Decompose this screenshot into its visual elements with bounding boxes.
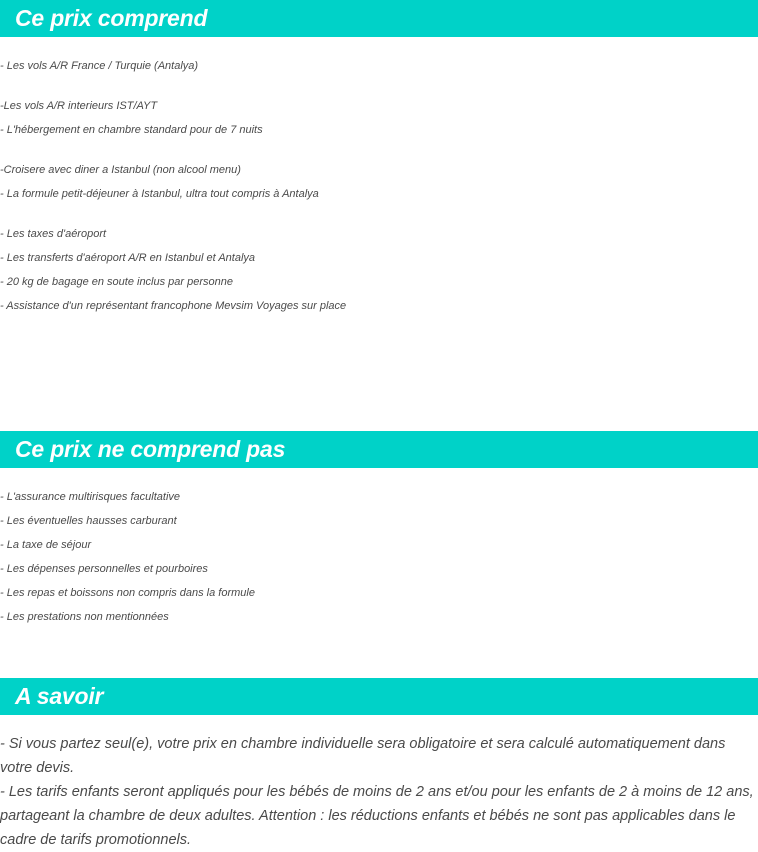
includes-item: - 20 kg de bagage en soute inclus par personne [0, 276, 233, 288]
includes-item: - Les transferts d'aéroport A/R en Istanbul et Antalya [0, 252, 256, 264]
excludes-item: - Les prestations non mentionnées [0, 611, 169, 623]
includes-item: -Croisere avec diner a Istanbul (non alcool menu) [0, 164, 241, 176]
includes-item: - Assistance d'un représentant francophone Mevsim Voyages sur place [0, 300, 347, 312]
excludes-item: - L'assurance multirisques facultative [0, 491, 181, 503]
savoir-paragraph: - Si vous partez seul(e), votre prix en chambre individuelle sera obligatoire et sera calculé automatiquement dans votre devis. [0, 736, 726, 776]
includes-section-title: Ce prix comprend [0, 0, 758, 37]
includes-item: - Les taxes d'aéroport [0, 228, 107, 240]
excludes-section-title: Ce prix ne comprend pas [0, 431, 758, 468]
includes-item: -Les vols A/R interieurs IST/AYT [0, 100, 158, 112]
excludes-item: - La taxe de séjour [0, 539, 92, 551]
includes-item: - La formule petit-déjeuner à Istanbul, ultra tout compris à Antalya [0, 188, 319, 200]
excludes-item: - Les dépenses personnelles et pourboires [0, 563, 208, 575]
includes-item: - Les vols A/R France / Turquie (Antalya) [0, 60, 199, 72]
excludes-item: - Les repas et boissons non compris dans la formule [0, 587, 255, 599]
excludes-item: - Les éventuelles hausses carburant [0, 515, 177, 527]
includes-item: - L'hébergement en chambre standard pour de 7 nuits [0, 124, 263, 136]
savoir-paragraph: - Les tarifs enfants seront appliqués pour les bébés de moins de 2 ans et/ou pour les enfants de 2 à moins de 12 ans, partageant la chambre de deux adultes. Attention : les réductions enfants et bébés ne sont pas applicables dans le cadre de tarifs promotionnels. [0, 784, 754, 848]
savoir-section-title: A savoir [0, 678, 758, 715]
